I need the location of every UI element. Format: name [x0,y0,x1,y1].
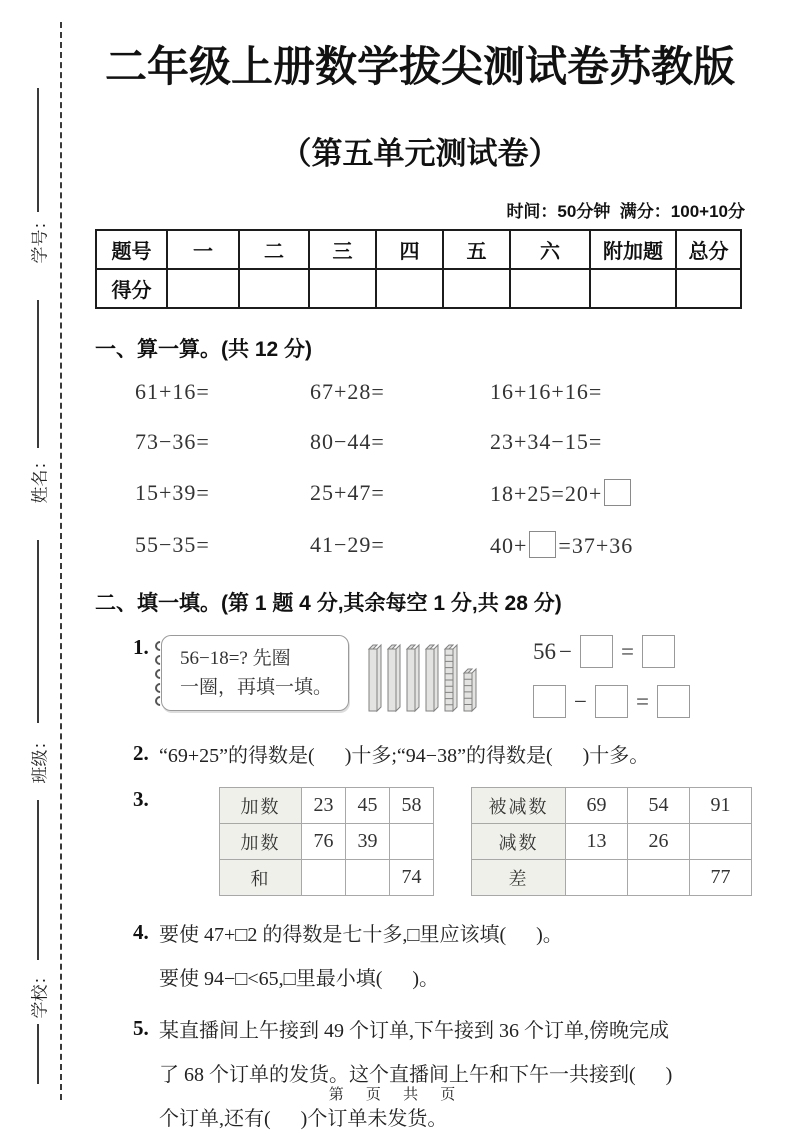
problem-text: =37+36 [558,533,634,558]
school-blank-line-end [37,1024,39,1084]
page-footer: 第 页 共 页 [328,1086,465,1103]
spiral-ring-icon [153,681,167,695]
question-4-line1: 要使 47+□2 的得数是七十多,□里应该填( )。 [159,924,563,946]
table-value: 77 [690,860,752,896]
question-number: 2. [133,741,149,765]
question-number: 1. [133,635,149,659]
note-card-line1: 56−18=? 先圈 [180,648,291,669]
math-problem: 73−36= [135,429,210,454]
question-2-text: “69+25”的得数是( )十多;“94−38”的得数是( )十多。 [159,745,650,767]
score-header-cell: 题号 [96,230,167,269]
addition-fill-table [219,787,434,896]
math-problem-with-box [490,479,745,507]
question-5-line2: 了 68 个订单的发货。这个直播间上午和下午一共接到( ) [159,1064,673,1086]
name-blank-line [37,300,39,448]
table-value: 76 [302,824,346,860]
question-5-line1: 某直播间上午接到 49 个订单,下午接到 36 个订单,傍晚完成 [159,1020,669,1042]
table-value: 26 [628,824,690,860]
score-header-cell: 六 [510,230,590,269]
minus-sign: − [574,688,588,714]
question-number: 3. [133,787,149,811]
score-empty-cell [167,269,239,308]
subtraction-fill-table [471,787,752,896]
equals-sign: = [621,638,634,664]
table-blank-cell [628,860,690,896]
score-empty-cell [239,269,309,308]
class-label: 班级： [30,732,50,784]
school-label: 学校： [30,967,50,1019]
row-label: 加数 [220,824,302,860]
table-value: 39 [346,824,390,860]
time-and-score-info: 时间：50分钟 满分：100+10分 [506,202,745,221]
school-blank-line [37,800,39,960]
answer-box [580,635,613,668]
equals-sign: = [636,688,649,714]
row-label: 差 [472,860,566,896]
table-value: 54 [628,788,690,824]
question-2 [95,741,745,771]
table-value: 13 [566,824,628,860]
row-label: 被减数 [472,788,566,824]
table-value: 91 [690,788,752,824]
math-problem: 41−29= [310,532,385,557]
row-label: 减数 [472,824,566,860]
score-header-cell: 四 [376,230,443,269]
question-4-line2: 要使 94−□<65,□里最小填( )。 [159,968,440,990]
math-problem: 67+28= [310,379,385,404]
math-problem-with-box [490,531,745,559]
student-id-blank-line [37,88,39,212]
equation-row-1 [533,635,695,668]
score-header-cell: 五 [443,230,510,269]
question-5 [95,1016,745,1046]
section2-heading: 二、填一填。(第 1 题 4 分,其余每空 1 分,共 28 分) [95,592,562,615]
math-problem: 25+47= [310,480,385,505]
question-number: 4. [133,920,149,944]
answer-box [657,685,690,718]
score-header-cell: 三 [309,230,376,269]
section1-heading: 一、算一算。(共 12 分) [95,338,313,361]
score-row-label: 得分 [96,269,167,308]
table-blank-cell [302,860,346,896]
question-4 [95,920,745,950]
class-blank-line [37,540,39,723]
paper-body [95,0,745,1134]
question-1 [95,635,745,719]
spiral-ring-icon [153,694,167,708]
question-1-equations [533,635,695,718]
answer-box [529,531,556,558]
base-ten-sticks-illustration [365,635,477,719]
minus-sign: − [559,638,573,664]
math-problem: 23+34−15= [490,429,603,454]
score-header-cell: 二 [239,230,309,269]
score-empty-cell [443,269,510,308]
name-label: 姓名： [30,452,50,504]
score-table-header-row [96,230,741,269]
answer-box [604,479,631,506]
table-value: 74 [390,860,434,896]
score-empty-cell [376,269,443,308]
table-value: 23 [302,788,346,824]
table-blank-cell [346,860,390,896]
table-blank-cell [566,860,628,896]
paper-subtitle: （第五单元测试卷） [280,136,560,171]
problem-text: 40+ [490,533,528,558]
answer-box [642,635,675,668]
table-value: 69 [566,788,628,824]
math-problem: 15+39= [135,480,210,505]
note-card-line2: 一圈，再填一填。 [180,677,333,698]
score-empty-cell [590,269,676,308]
score-empty-cell [676,269,741,308]
paper-title: 二年级上册数学拔尖测试卷苏教版 [104,43,735,90]
score-header-cell: 总分 [676,230,741,269]
cut-dashed-line [60,22,62,1100]
question-number: 5. [133,1016,149,1040]
score-empty-cell [510,269,590,308]
score-header-cell: 一 [167,230,239,269]
table-blank-cell [390,824,434,860]
spiral-ring-icon [153,667,167,681]
question-3 [95,787,745,896]
score-table-score-row [96,269,741,308]
answer-box [533,685,566,718]
student-id-label: 学号： [30,212,50,264]
table-value: 45 [346,788,390,824]
score-header-cell: 附加题 [590,230,676,269]
problem-text: 18+25=20+ [490,481,603,506]
equation-lead: 56 [533,638,557,664]
score-empty-cell [309,269,376,308]
math-problem: 80−44= [310,429,385,454]
question-1-note-card [161,635,349,711]
table-blank-cell [690,824,752,860]
section1-problem-grid [135,379,745,559]
score-table [95,229,742,309]
math-problem: 61+16= [135,379,210,404]
answer-box [595,685,628,718]
math-problem: 16+16+16= [490,379,603,404]
row-label: 加数 [220,788,302,824]
math-problem: 55−35= [135,532,210,557]
question-5-line3: 个订单,还有( )个订单未发货。 [159,1108,448,1130]
equation-row-2 [533,685,695,718]
row-label: 和 [220,860,302,896]
table-value: 58 [390,788,434,824]
